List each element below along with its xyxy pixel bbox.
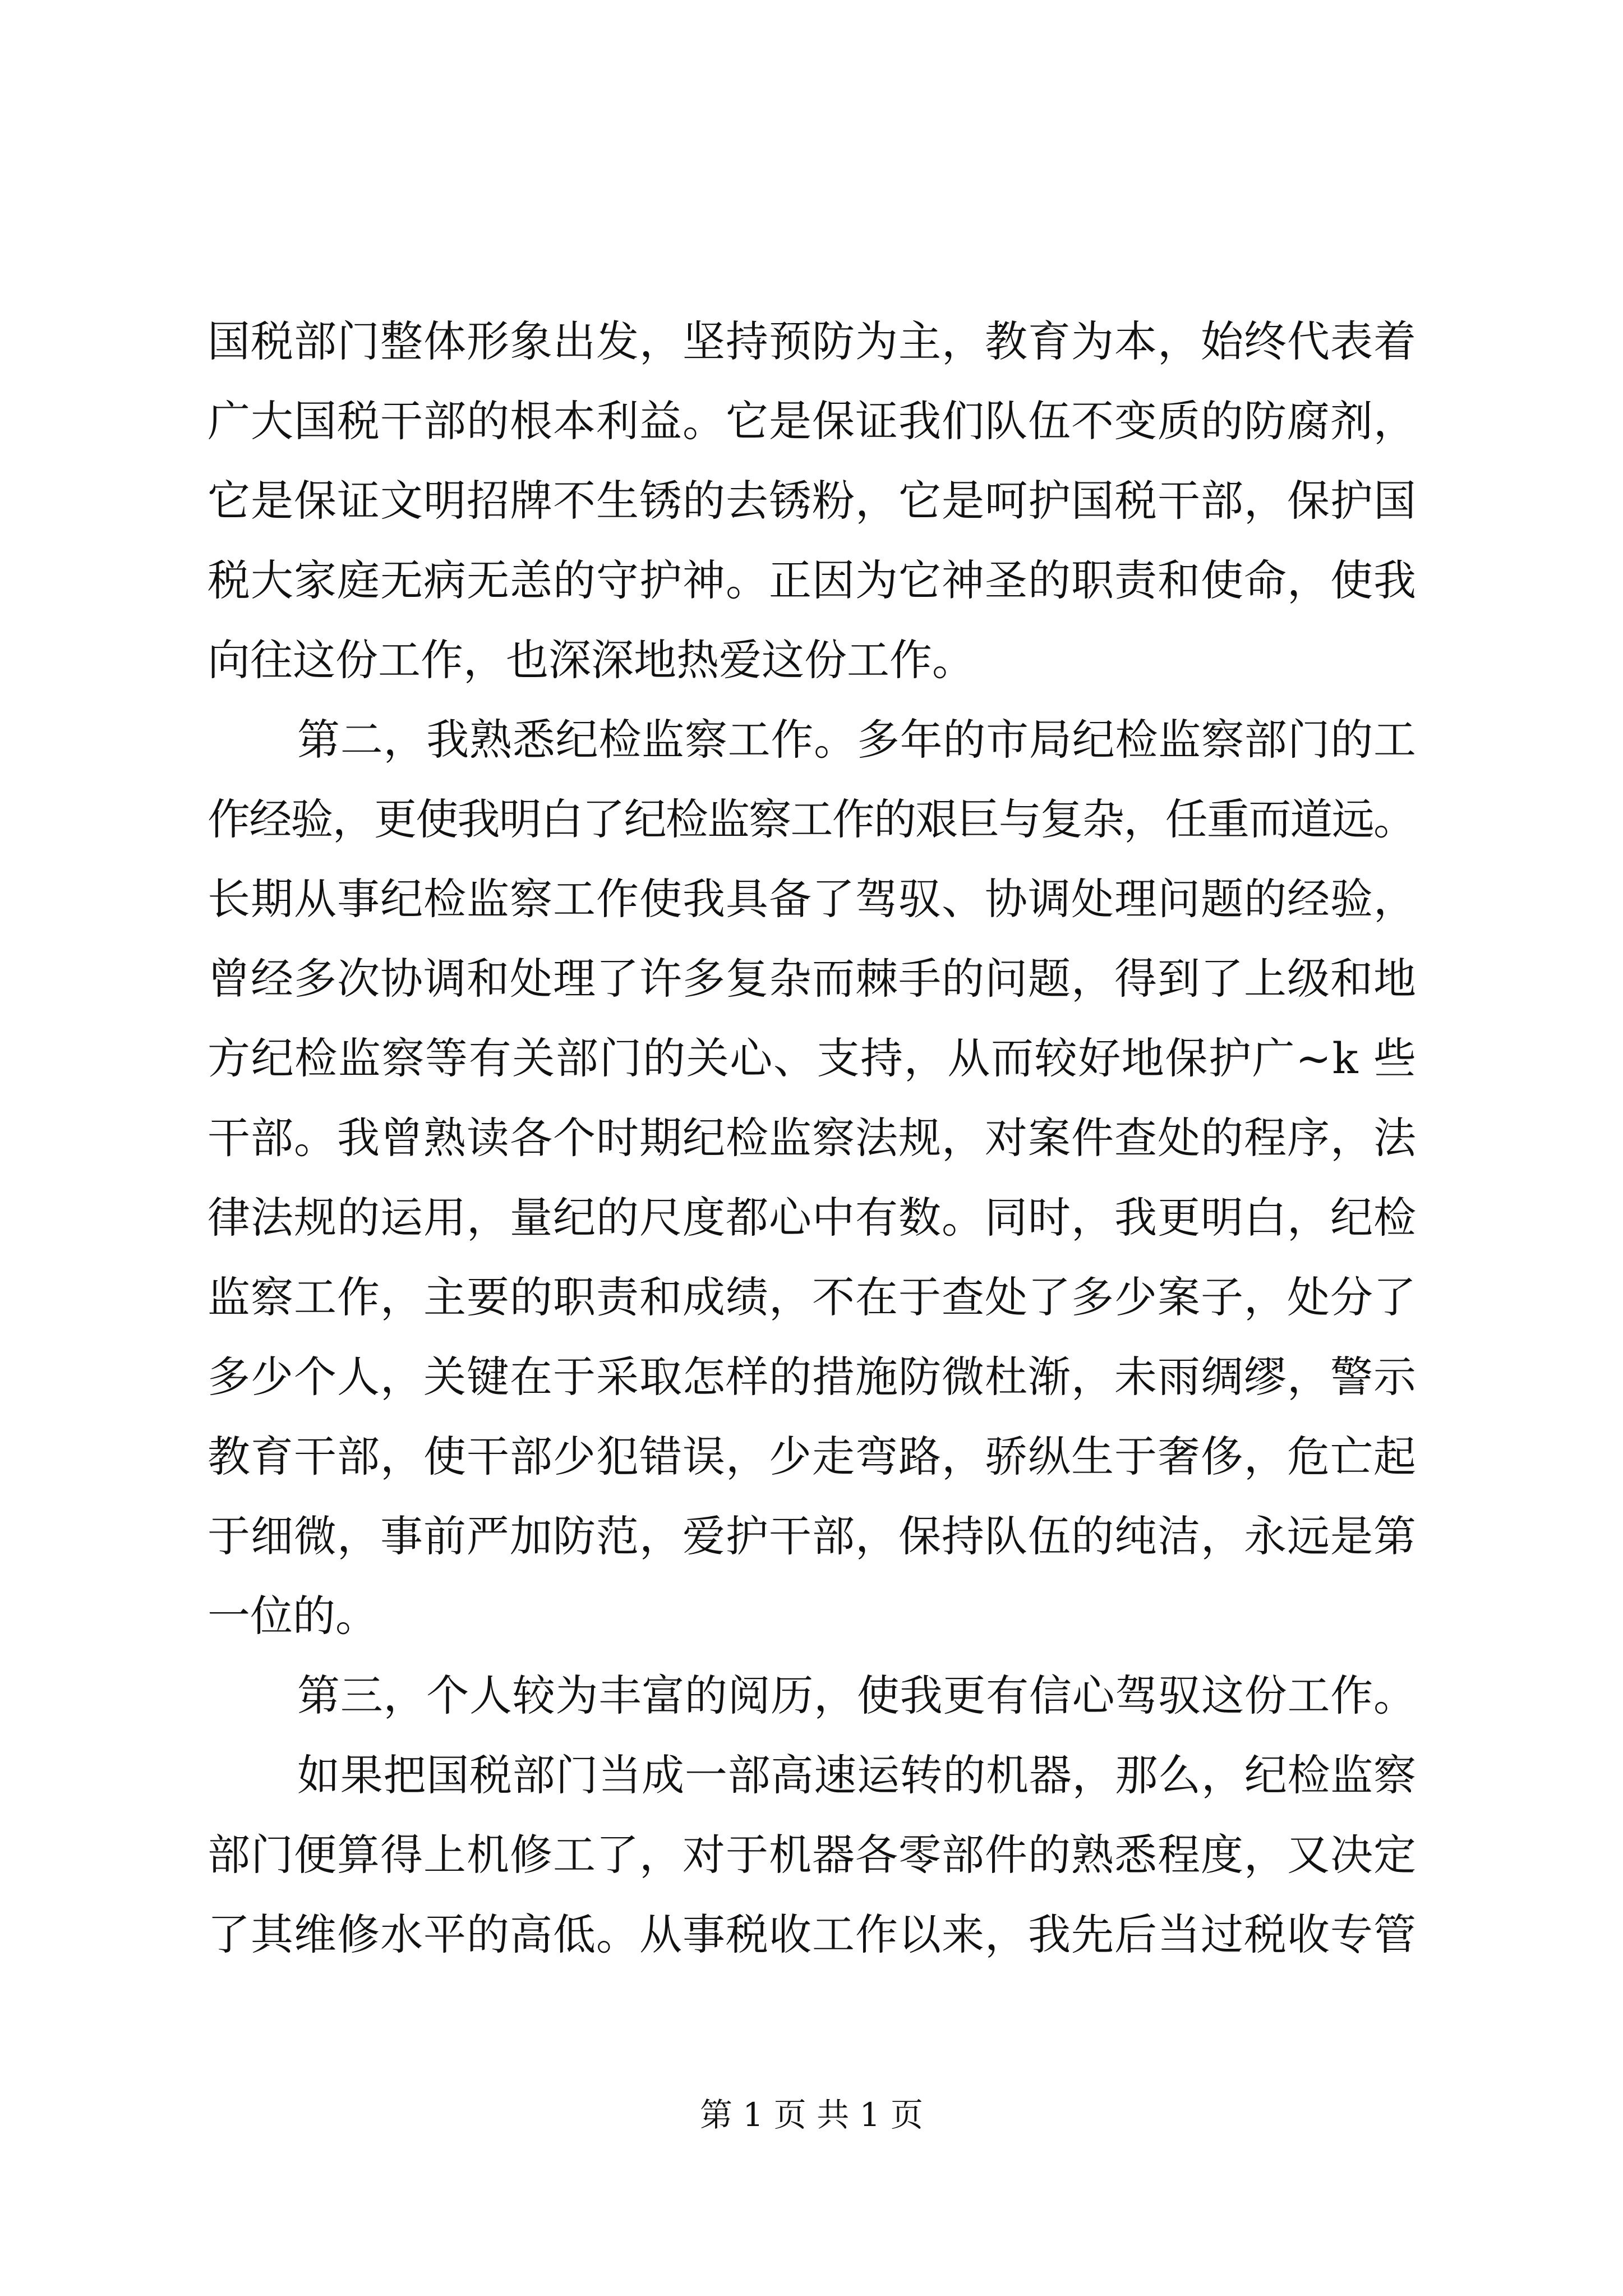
text-line: 国税部门整体形象出发，坚持预防为主，教育为本，始终代表着 bbox=[208, 316, 1417, 366]
text-line: 如果把国税部门当成一部高速运转的机器，那么，纪检监察 bbox=[297, 1750, 1417, 1800]
text-line: 作经验，更使我明白了纪检监察工作的艰巨与复杂，任重而道远。 bbox=[208, 794, 1415, 844]
text-line: 教育干部，使干部少犯错误，少走弯路，骄纵生于奢侈，危亡起 bbox=[208, 1432, 1417, 1481]
text-line: 第二，我熟悉纪检监察工作。多年的市局纪检监察部门的工 bbox=[297, 715, 1417, 765]
text-line: 广大国税干部的根本利益。它是保证我们队伍不变质的防腐剂， bbox=[208, 396, 1417, 446]
page-footer: 第 1 页 共 1 页 bbox=[700, 2096, 923, 2134]
text-line: 于细微，事前严加防范，爱护干部，保持队伍的纯洁，永远是第 bbox=[208, 1511, 1417, 1561]
text-line: 监察工作，主要的职责和成绩，不在于查处了多少案子，处分了 bbox=[208, 1272, 1417, 1322]
text-line: 一位的。 bbox=[208, 1591, 378, 1641]
text-line: 了其维修水平的高低。从事税收工作以来，我先后当过税收专管 bbox=[208, 1910, 1417, 1959]
text-line: 干部。我曾熟读各个时期纪检监察法规，对案件查处的程序，法 bbox=[208, 1113, 1417, 1163]
text-line: 第三，个人较为丰富的阅历，使我更有信心驾驭这份工作。 bbox=[297, 1671, 1417, 1720]
text-line: 律法规的运用，量纪的尺度都心中有数。同时，我更明白，纪检 bbox=[208, 1193, 1417, 1243]
text-line: 方纪检监察等有关部门的关心、支持，从而较好地保护广~k 些 bbox=[208, 1033, 1417, 1083]
text-line: 多少个人，关键在于采取怎样的措施防微杜渐，未雨绸缪，警示 bbox=[208, 1352, 1417, 1402]
text-line: 部门便算得上机修工了，对于机器各零部件的熟悉程度，又决定 bbox=[208, 1830, 1417, 1880]
text-line: 长期从事纪检监察工作使我具备了驾驭、协调处理问题的经验， bbox=[208, 874, 1417, 924]
text-line: 它是保证文明招牌不生锈的去锈粉，它是呵护国税干部，保护国 bbox=[208, 476, 1417, 526]
text-line: 曾经多次协调和处理了许多复杂而棘手的问题，得到了上级和地 bbox=[208, 954, 1417, 1004]
text-line: 税大家庭无病无恙的守护神。正因为它神圣的职责和使命，使我 bbox=[208, 555, 1417, 605]
text-line: 向往这份工作，也深深地热爱这份工作。 bbox=[208, 635, 975, 685]
